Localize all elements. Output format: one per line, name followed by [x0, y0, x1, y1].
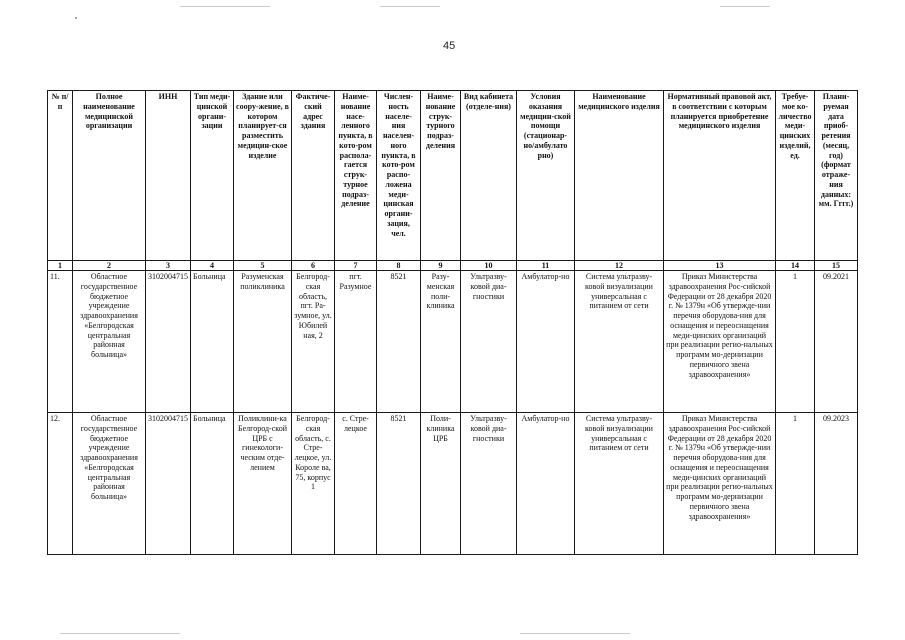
scan-speck — [75, 17, 77, 19]
quantity: 1 — [776, 271, 815, 413]
bottom-edge-line — [60, 633, 180, 634]
table-row — [48, 413, 858, 555]
top-edge-line — [720, 6, 770, 7]
header-cell: Нормативный правовой акт, в соответствии с которым планируется приобретение медицинского изделия — [664, 91, 776, 261]
column-number: 13 — [664, 261, 776, 271]
column-number: 4 — [191, 261, 234, 271]
header-cell: Фактиче-ский адрес здания — [292, 91, 335, 261]
column-number: 14 — [776, 261, 815, 271]
legal-act: Приказ Министерства здравоохранения Рос-сийской Федерации от 28 декабря 2020 г. № 1379н «Об утвержде-нии перечня оборудова-ния для оснащения и переоснащения меди-цинских организаций при реализации регио-нальных программ мо-дернизации первичного звена здравоохранения» — [664, 271, 776, 413]
organization-type: Больница — [191, 271, 234, 413]
column-number: 12 — [575, 261, 664, 271]
room-type: Ультразву-ковой диа-гностики — [461, 271, 517, 413]
quantity: 1 — [776, 413, 815, 555]
column-number: 6 — [292, 261, 335, 271]
header-cell: Условия оказания медицин-ской помощи (стационар-но/амбулато рно) — [517, 91, 575, 261]
organization-name: Областное государственное бюджетное учреждение здравоохранения «Белгородская центральная районная больница» — [73, 413, 146, 555]
inn: 3102004715 — [146, 271, 191, 413]
purchase-date: 09.2021 — [815, 271, 858, 413]
header-cell: Плани-руемая дата приоб-ретения (месяц, год) (формат отраже-ния данных: мм. Гггг.) — [815, 91, 858, 261]
device-name: Система ультразву-ковой визуализации универсальная с питанием от сети — [575, 413, 664, 555]
address: Белгород-ская область, пгт. Ра-зумное, ул. Юбилей ная, 2 — [292, 271, 335, 413]
room-type: Ультразву-ковой диа-гностики — [461, 413, 517, 555]
header-cell: Полное наименование медицинской организации — [73, 91, 146, 261]
inn: 3102004715 — [146, 413, 191, 555]
column-number: 7 — [335, 261, 377, 271]
column-number: 1 — [48, 261, 73, 271]
population: 8521 — [377, 413, 421, 555]
column-number-row — [48, 261, 858, 271]
header-cell: Тип меди-цинской органи-зации — [191, 91, 234, 261]
population: 8521 — [377, 271, 421, 413]
header-cell: ИНН — [146, 91, 191, 261]
header-row — [48, 91, 858, 261]
header-cell: Наиме-нование струк-турного подраз-деления — [421, 91, 461, 261]
bottom-edge-line — [520, 633, 630, 634]
row-number: 11. — [48, 271, 73, 413]
row-number: 12. — [48, 413, 73, 555]
address: Белгород-ская область, с. Стре-лецкое, ул. Короле ва, 75, корпус 1 — [292, 413, 335, 555]
page-number: 45 — [443, 40, 456, 52]
equipment-table — [47, 90, 858, 555]
care-conditions: Амбулатор-но — [517, 271, 575, 413]
settlement: пгт. Разумное — [335, 271, 377, 413]
top-edge-line — [380, 6, 440, 7]
column-number: 2 — [73, 261, 146, 271]
header-cell: № п/п — [48, 91, 73, 261]
header-cell: Вид кабинета (отделе-ния) — [461, 91, 517, 261]
top-edge-line — [180, 6, 270, 7]
structural-unit: Разу-менская поли-клиника — [421, 271, 461, 413]
column-number: 11 — [517, 261, 575, 271]
structural-unit: Поли-клиника ЦРБ — [421, 413, 461, 555]
header-cell: Наименование медицинского изделия — [575, 91, 664, 261]
column-number: 5 — [234, 261, 292, 271]
building: Поликлини-ка Белгород-ской ЦРБ с гинекологи-ческим отде-лением — [234, 413, 292, 555]
building: Разуменская поликлиника — [234, 271, 292, 413]
care-conditions: Амбулатор-но — [517, 413, 575, 555]
settlement: с. Стре-лецкое — [335, 413, 377, 555]
legal-act: Приказ Министерства здравоохранения Рос-сийской Федерации от 28 декабря 2020 г. № 1379н «Об утвержде-нии перечня оборудова-ния для оснащения и переоснащения меди-цинских организаций при реализации регио-нальных программ мо-дернизации первичного звена здравоохранения» — [664, 413, 776, 555]
column-number: 15 — [815, 261, 858, 271]
purchase-date: 09.2023 — [815, 413, 858, 555]
header-cell: Числен-ность населе-ния населен-ного пункта, в кото-ром распо-ложена меди-цинская органи-зация, чел. — [377, 91, 421, 261]
organization-type: Больница — [191, 413, 234, 555]
organization-name: Областное государственное бюджетное учреждение здравоохранения «Белгородская центральная районная больница» — [73, 271, 146, 413]
header-cell: Наиме-нование насе-ленного пункта, в кото-ром распола-гается струк-турное подраз-деление — [335, 91, 377, 261]
table-row — [48, 271, 858, 413]
header-cell: Здание или соору-жение, в котором планирует-ся разместить медицин-ское изделие — [234, 91, 292, 261]
column-number: 9 — [421, 261, 461, 271]
column-number: 10 — [461, 261, 517, 271]
header-cell: Требуе-мое ко-личество меди-цинских изделий, ед. — [776, 91, 815, 261]
device-name: Система ультразву-ковой визуализации универсальная с питанием от сети — [575, 271, 664, 413]
column-number: 8 — [377, 261, 421, 271]
column-number: 3 — [146, 261, 191, 271]
